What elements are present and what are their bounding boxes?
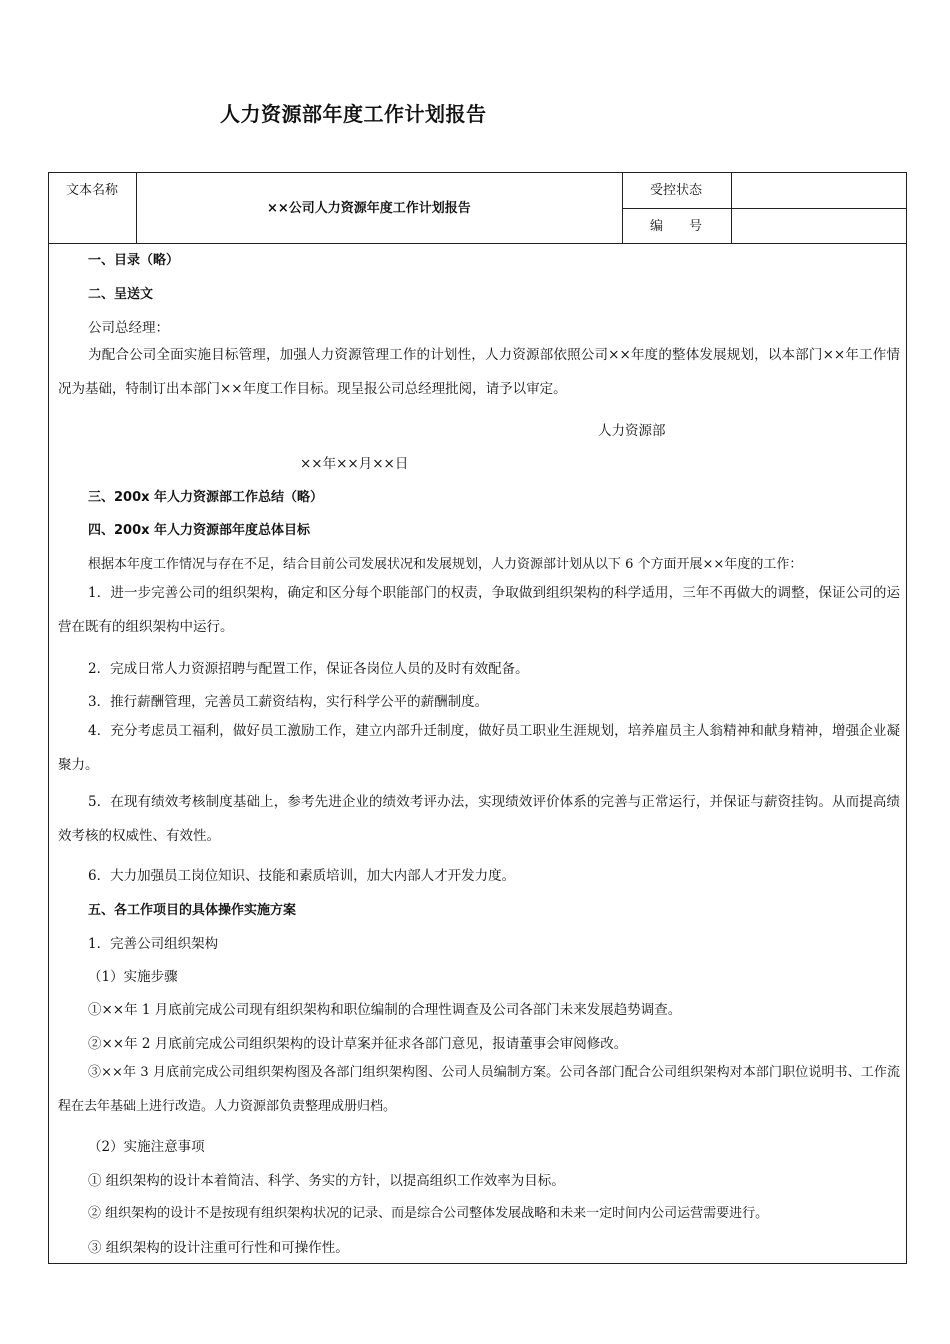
goal-item-2: 2．完成日常人力资源招聘与配置工作，保证各岗位人员的及时有效配备。	[88, 661, 529, 677]
goal-item-6: 6．大力加强员工岗位知识、技能和素质培训，加大内部人才开发力度。	[88, 868, 516, 884]
document-body	[58, 0, 900, 1344]
signature-date: ××年××月××日	[300, 456, 409, 472]
note-1: ① 组织架构的设计本着简洁、科学、务实的方针，以提高组织工作效率为目标。	[88, 1173, 565, 1189]
text-name-value: ××公司人力资源年度工作计划报告	[267, 201, 471, 216]
section-heading-3: 三、200x 年人力资源部工作总结（略）	[88, 490, 324, 505]
control-status-label: 受控状态	[650, 183, 703, 198]
signature-department: 人力资源部	[598, 423, 666, 439]
steps-label: （1）实施步骤	[88, 969, 178, 985]
section-heading-5: 五、各工作项目的具体操作实施方案	[88, 903, 297, 918]
work-item-1: 1．完善公司组织架构	[88, 936, 219, 952]
step-1: ①××年 1 月底前完成公司现有组织架构和职位编制的合理性调查及公司各部门未来发展趋势调查。	[88, 1002, 682, 1018]
notes-label: （2）实施注意事项	[88, 1139, 205, 1155]
text-name-label: 文本名称	[66, 183, 119, 198]
goal-item-3: 3．推行薪酬管理，完善员工薪资结构，实行科学公平的薪酬制度。	[88, 694, 489, 710]
step-3: ③××年 3 月底前完成公司组织架构图及各部门组织架构图、公司人员编制方案。公司各部门配合公司组织架构对本部门职位说明书、工作流程在去年基础上进行改造。人力资源部负责整理成册归档。	[58, 1065, 900, 1114]
salutation: 公司总经理：	[88, 320, 169, 336]
number-label: 编 号	[650, 219, 703, 234]
section-heading-4: 四、200x 年人力资源部年度总体目标	[88, 523, 311, 538]
goal-item-4: 4．充分考虑员工福利，做好员工激励工作，建立内部升迁制度，做好员工职业生涯规划，培养雇员主人翁精神和献身精神，增强企业凝聚力。	[58, 723, 900, 773]
step-2: ②××年 2 月底前完成公司组织架构的设计草案并征求各部门意见，报请董事会审阅修改。	[88, 1036, 628, 1052]
goal-item-1: 1．进一步完善公司的组织架构，确定和区分每个职能部门的权责，争取做到组织架构的科学适用，三年不再做大的调整，保证公司的运营在既有的组织架构中运行。	[58, 585, 900, 635]
document-title: 人力资源部年度工作计划报告	[220, 102, 487, 126]
note-3: ③ 组织架构的设计注重可行性和可操作性。	[88, 1240, 349, 1256]
goals-intro: 根据本年度工作情况与存在不足，结合目前公司发展状况和发展规划，人力资源部计划从以下 6 个方面开展××年度的工作：	[88, 557, 803, 572]
note-2: ② 组织架构的设计不是按现有组织架构状况的记录、而是综合公司整体发展战略和未来一定时间内公司运营需要进行。	[88, 1206, 769, 1221]
intro-paragraph: 为配合公司全面实施目标管理，加强人力资源管理工作的计划性，人力资源部依照公司××年度的整体发展规划，以本部门××年工作情况为基础，特制订出本部门××年度工作目标。现呈报公司总经理批阅，请予以审定。	[58, 347, 900, 397]
goal-item-5: 5．在现有绩效考核制度基础上，参考先进企业的绩效考评办法，实现绩效评价体系的完善与正常运行，并保证与薪资挂钩。从而提高绩效考核的权威性、有效性。	[58, 794, 900, 844]
section-heading-2: 二、呈送文	[88, 287, 154, 302]
section-heading-1: 一、目录（略）	[88, 253, 180, 268]
